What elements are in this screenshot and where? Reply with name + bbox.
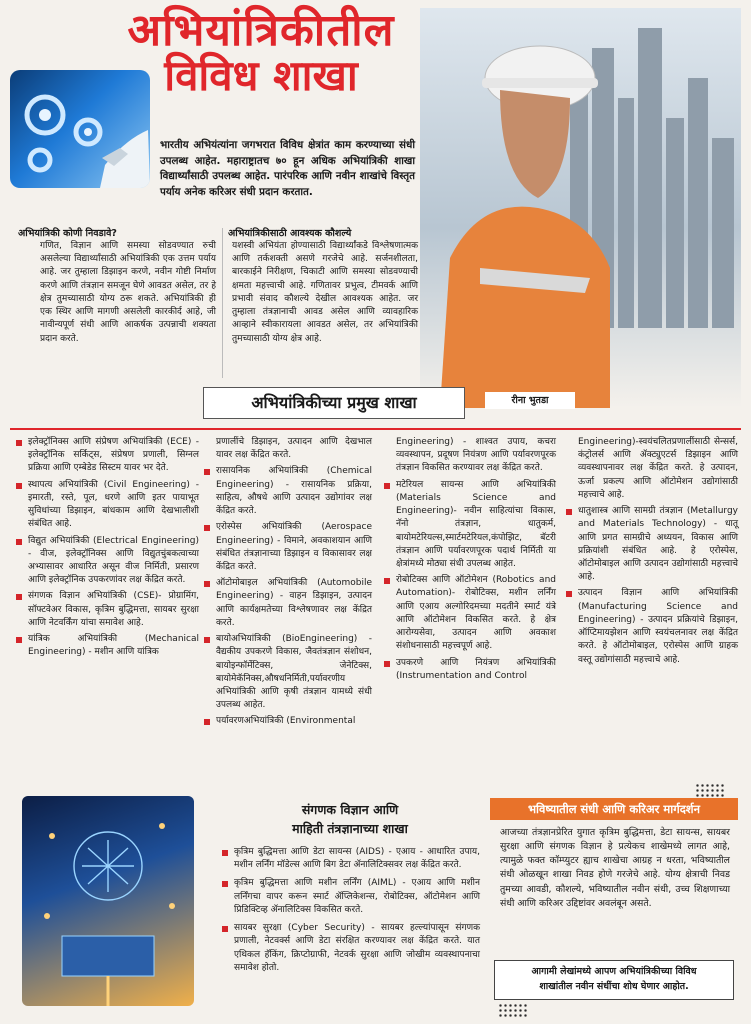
cs-heading-line-1: संगणक विज्ञान आणि xyxy=(301,802,399,817)
list-item: बायोअभियांत्रिकी (BioEngineering) - वैद्यकीय उपकरणे विकास, जैवतंत्रज्ञान संशोधन, बायोइन्फॉर्मेटिक्स, जेनेटिक्स, बायोमेकॅनिक्स,औषधनिर्मिती,पर्यावरणीय अभियांत्रिकी आणि कृषी तंत्रज्ञान यामध्ये संधी उपलब्ध आहेत. xyxy=(204,633,372,712)
intro-paragraph: भारतीय अभियंत्यांना जगभरात विविध क्षेत्रांत काम करण्याच्या संधी उपलब्ध आहेत. महाराष्ट्रातच ७० हून अधिक अभियांत्रिकी शाखा विद्यार्थ्यांसाठी उपलब्ध आहेत. पारंपरिक आणि नवीन शाखांचे विस्तृत पर्याय अनेक करिअर संधी प्रदान करतात. xyxy=(160,139,415,198)
closing-line-2: शाखांतील नवीन संधींचा शोध घेणार आहोत. xyxy=(539,981,689,993)
engineer-helmet-icon xyxy=(420,8,741,408)
engineer-cityscape-image xyxy=(420,8,741,408)
continued-text: Engineering) - शाश्वत उपाय, कचरा व्यवस्थापन, प्रदूषण नियंत्रण आणि पर्यावरणपूरक तंत्रज्ञान विकसित करण्यावर लक्ष केंद्रित करते. xyxy=(396,437,556,474)
list-item: रोबोटिक्स आणि ऑटोमेशन (Robotics and Automation)- रोबोटिक्स, मशीन लर्निंग आणि एआय अल्गोरिदमच्या मदतीने स्मार्ट यंत्रे आणि ऑटोमेशन विकसित करते. हे क्षेत्र आरोग्यसेवा, उत्पादन आणि अवकाश संशोधनासाठी महत्त्वपूर्ण आहे. xyxy=(384,574,556,653)
closing-note xyxy=(494,960,734,1000)
list-item: पर्यावरणअभियांत्रिकी (Environmental xyxy=(204,715,372,728)
why-text: गणित, विज्ञान आणि समस्या सोडवण्यात रुची असलेल्या विद्यार्थ्यांसाठी अभियांत्रिकी एक उत्तम पर्याय आहे. जर तुम्हाला डिझाइन करणे, नवीन गोष्टी निर्माण करणे आणि तंत्रज्ञान समजून घेणे आवडत असेल, तर हे क्षेत्र तुमच्यासाठी योग्य ठरू शकते. अभियांत्रिकी ही एक स्थिर आणि मागणी असलेली कारकीर्द आहे, जी नावीन्यपूर्ण संधी आणि आकर्षक उत्पन्नाची शक्यता प्रदान करते. xyxy=(40,241,216,344)
closing-line-1: आगामी लेखांमध्ये आपण अभियांत्रिकीच्या विविध xyxy=(531,966,697,977)
list-item: संगणक विज्ञान अभियांत्रिकी (CSE)- प्रोग्रामिंग, सॉफ्टवेअर विकास, कृत्रिम बुद्धिमत्ता, सायबर सुरक्षा आणि नेटवर्किंग यांचा समावेश आहे. xyxy=(16,590,199,630)
continued-text: Engineering)-स्वयंचलितप्रणालींसाठी सेन्सर्स, कंट्रोलर्स आणि ॲक्ट्युएटर्स डिझाइन आणि व्यवस्थापनावर लक्ष केंद्रित करते. हे उत्पादन, ऊर्जा प्रकल्प आणि ऑटोमेशन उद्योगांसाठी महत्त्वाचे आहे. xyxy=(578,437,738,500)
list-item: रासायनिक अभियांत्रिकी (Chemical Engineering) - रासायनिक प्रक्रिया, साहित्य, औषधे आणि उत्पादन उद्योगांवर लक्ष केंद्रित करते. xyxy=(204,465,372,518)
cs-branches-list xyxy=(222,846,480,978)
main-branches-heading: अभियांत्रिकीच्या प्रमुख शाखा xyxy=(203,387,465,419)
list-item: उपकरणे आणि नियंत्रण अभियांत्रिकी (Instrumentation and Control xyxy=(384,657,556,683)
ai-brain-illustration xyxy=(22,796,194,1006)
brain-circuit-icon xyxy=(22,796,194,1006)
branches-column-3 xyxy=(384,436,556,686)
skills-heading: अभियांत्रिकीसाठी आवश्यक कौशल्ये xyxy=(228,228,352,239)
future-heading: भविष्यातील संधी आणि करिअर मार्गदर्शन xyxy=(490,798,738,820)
section-rule xyxy=(10,428,741,430)
column-divider xyxy=(222,228,223,378)
branches-column-1 xyxy=(16,436,199,663)
cs-branches-heading xyxy=(230,800,470,839)
branches-column-2 xyxy=(204,436,372,732)
title-line-1: अभियांत्रिकीतील xyxy=(127,5,395,56)
continued-text: प्रणालींचे डिझाइन, उत्पादन आणि देखभाल यावर लक्ष केंद्रित करते. xyxy=(216,437,372,461)
cs-heading-line-2: माहिती तंत्रज्ञानाच्या शाखा xyxy=(292,821,408,837)
gears-icon xyxy=(10,70,150,188)
list-item: सायबर सुरक्षा (Cyber Security) - सायबर हल्ल्यांपासून संगणक प्रणाली, नेटवर्क्स आणि डेटा संरक्षित करण्यावर लक्ष केंद्रित करते. यात एथिकल हॅकिंग, क्रिप्टोग्राफी, नेटवर्क सुरक्षा आणि जोखीम व्यवस्थापनाचा समावेश होतो. xyxy=(222,922,480,975)
list-item: उत्पादन विज्ञान आणि अभियांत्रिकी (Manufacturing Science and Engineering) - उत्पादन प्रक्रियांचे डिझाइन, ऑप्टिमायझेशन आणि स्वयंचलनावर लक्ष केंद्रित करते. हे ऑटोमोबाइल, एरोस्पेस आणि ग्राहक वस्तू उद्योगांसाठी महत्त्वाचे आहे. xyxy=(566,587,738,666)
decor-dots xyxy=(695,783,725,797)
author-caption: रीना भुतडा xyxy=(485,392,575,409)
list-item: धातुशास्त्र आणि सामग्री तंत्रज्ञान (Metallurgy and Materials Technology) - धातू आणि प्रगत सामग्रीचे अध्ययन, विकास आणि प्रक्रियांशी संबंधित आहे. हे एरोस्पेस, ऑटोमोबाइल आणि उत्पादन उद्योगांसाठी महत्त्वाचे आहे. xyxy=(566,505,738,584)
branches-column-4 xyxy=(566,436,738,670)
list-item: मटेरियल सायन्स आणि अभियांत्रिकी (Materials Science and Engineering)- नवीन साहित्यांचा विकास, नॅनो तंत्रज्ञान, धातुकर्म, बायोमटेरियल्स,स्मार्टमटेरियल,कंपोझिट, बॅटरी तंत्रज्ञान आणि पर्यावरणपूरक पदार्थ निर्मिती या क्षेत्रांमध्ये मोठ्या संधी उपलब्ध आहेत. xyxy=(384,479,556,572)
list-item: कृत्रिम बुद्धिमत्ता आणि मशीन लर्निंग (AIML) - एआय आणि मशीन लर्निंगचा वापर करून स्मार्ट ॲप्लिकेशन्स, रोबोटिक्स, ऑटोमेशन आणि प्रिडिक्टिव्ह ॲनालिटिक्स विकसित करते. xyxy=(222,877,480,917)
skills-text: यशस्वी अभियंता होण्यासाठी विद्यार्थ्यांकडे विश्लेषणात्मक आणि तर्कशक्ती असणे गरजेचे आहे. सर्जनशीलता, बारकाईने निरीक्षण, चिकाटी आणि समस्या सोडवण्याची क्षमता महत्त्वाची आहे. गणितावर प्रभुत्व, टीमवर्क आणि प्रभावी संवाद कौशल्ये देखील आवश्यक आहेत. जर तुम्हाला तंत्रज्ञानाची आवड असेल आणि व्यावहारिक आव्हाने स्वीकारायला आवडत असेल, तर अभियांत्रिकी तुमच्यासाठी योग्य क्षेत्र आहे. xyxy=(232,241,418,344)
list-item: कृत्रिम बुद्धिमत्ता आणि डेटा सायन्स (AIDS) - एआय - आधारित उपाय, मशीन लर्निंग मॉडेल्स आणि बिग डेटा ॲनालिटिक्सवर लक्ष केंद्रित करते. xyxy=(222,846,480,872)
future-text: आजच्या तंत्रज्ञानप्रेरित युगात कृत्रिम बुद्धिमत्ता, डेटा सायन्स, सायबर सुरक्षा आणि संगणक विज्ञान हे प्रत्येकच शाखेमध्ये लागत आहे, त्यामुळे फक्त कॉम्प्युटर ह्याच शाखेचा आग्रह न धरता, भविष्यातील संधी ओळखून शाखा निवड होणे गरजेचे आहे. योग्य क्षेत्राची निवड तुमच्या आवडी, कौशल्ये, भविष्यातील नवीन संधी, उच्च शिक्षणाच्या संधी आणि करिअर उद्दिष्टांवर अवलंबून असते. xyxy=(500,827,730,909)
gears-robot-hand-image xyxy=(10,70,150,188)
why-heading: अभियांत्रिकी कोणी निवडावे? xyxy=(18,228,117,239)
list-item: इलेक्ट्रॉनिक्स आणि संप्रेषण अभियांत्रिकी (ECE) - इलेक्ट्रॉनिक सर्किट्स, संप्रेषण प्रणाली, सिग्नल प्रक्रिया आणि एम्बेडेड सिस्टम यावर भर देते. xyxy=(16,436,199,476)
list-item: एरोस्पेस अभियांत्रिकी (Aerospace Engineering) - विमाने, अवकाशयान आणि संबंधित तंत्रज्ञानाच्या डिझाइन व विकासावर लक्ष केंद्रित करते. xyxy=(204,521,372,574)
list-item: यांत्रिक अभियांत्रिकी (Mechanical Engineering) - मशीन आणि यांत्रिक xyxy=(16,633,199,659)
decor-dots xyxy=(498,1003,528,1017)
list-item: ऑटोमोबाइल अभियांत्रिकी (Automobile Engineering) - वाहन डिझाइन, उत्पादन आणि कार्यक्षमतेच्या विश्लेषणावर लक्ष केंद्रित करते. xyxy=(204,577,372,630)
title-line-2: विविध शाखा xyxy=(164,51,358,101)
list-item: विद्युत अभियांत्रिकी (Electrical Engineering) - वीज, इलेक्ट्रॉनिक्स आणि विद्युतचुंबकत्वाच्या अभ्यासावर आधारित असून वीज निर्मिती, प्रसारण आणि इलेक्ट्रॉनिक उपकरणांवर लक्ष केंद्रित करते. xyxy=(16,535,199,588)
list-item: स्थापत्य अभियांत्रिकी (Civil Engineering) - इमारती, रस्ते, पूल, धरणे आणि इतर पायाभूत सुविधांच्या डिझाइन, बांधकाम आणि देखभालीशी संबंधित आहे. xyxy=(16,479,199,532)
